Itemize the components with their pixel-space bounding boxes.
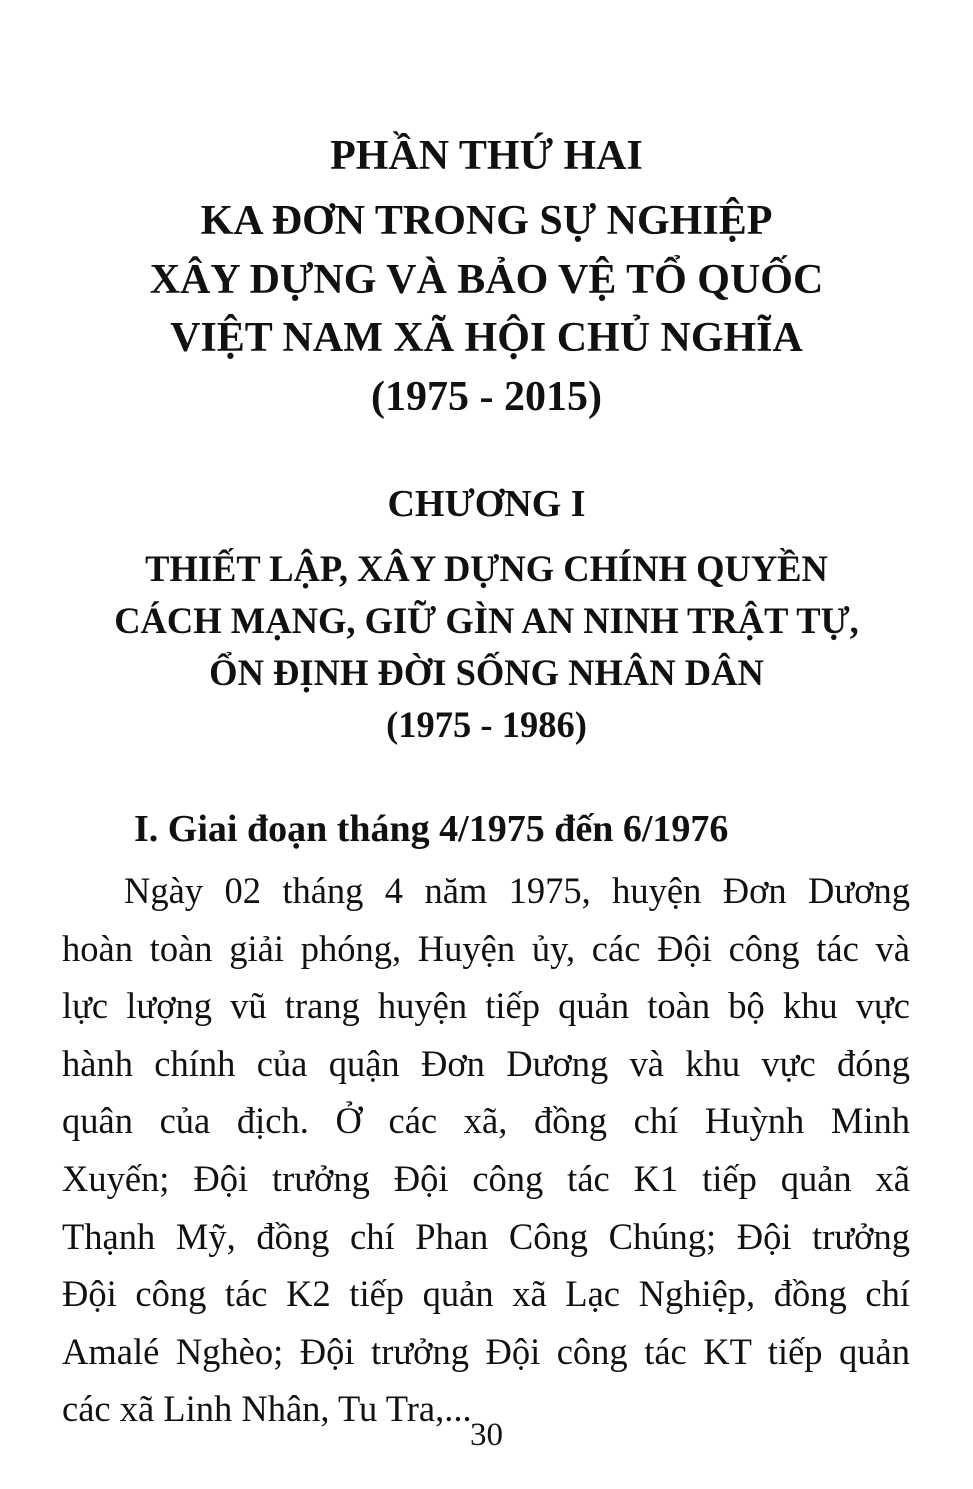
body-line: hành chính của quận Đơn Dương và khu vực đóng [62,1042,910,1084]
section-heading: I. Giai đoạn tháng 4/1975 đến 6/1976 [134,808,729,850]
chapter-title-line: THIẾT LẬP, XÂY DỰNG CHÍNH QUYỀN [145,548,828,589]
chapter-title [0,543,973,751]
body-line: Ngày 02 tháng 4 năm 1975, huyện Đơn Dương [124,870,910,911]
chapter-title-years: (1975 - 1986) [386,704,587,745]
book-title-years: (1975 - 2015) [371,373,602,420]
book-title-line: KA ĐƠN TRONG SỰ NGHIỆP [200,198,773,244]
body-line: các xã Linh Nhân, Tu Tra,... [62,1388,472,1430]
book-title [0,192,973,426]
body-line: Amalé Nghèo; Đội trưởng Đội công tác KT tiếp quản [62,1330,910,1372]
chapter-title-line: ỔN ĐỊNH ĐỜI SỐNG NHÂN DÂN [209,652,764,693]
body-line: lực lượng vũ trang huyện tiếp quản toàn bộ khu vực [62,985,910,1027]
body-line: quân của địch. Ở các xã, đồng chí Huỳnh Minh [62,1100,910,1142]
chapter-heading: CHƯƠNG I [387,483,586,525]
book-title-line: VIỆT NAM XÃ HỘI CHỦ NGHĨA [170,315,803,361]
body-line: Đội công tác K2 tiếp quản xã Lạc Nghiệp, đồng chí [62,1273,910,1315]
chapter-title-line: CÁCH MẠNG, GIỮ GÌN AN NINH TRẬT TỰ, [114,600,859,641]
part-heading: PHẦN THỨ HAI [330,133,643,179]
body-line: Thạnh Mỹ, đồng chí Phan Công Chúng; Đội trưởng [62,1215,910,1257]
body-line: Xuyến; Đội trưởng Đội công tác K1 tiếp quản xã [62,1157,910,1199]
book-title-line: XÂY DỰNG VÀ BẢO VỆ TỔ QUỐC [149,256,824,303]
body-paragraph [62,862,910,1438]
body-line: hoàn toàn giải phóng, Huyện ủy, các Đội công tác và [62,927,910,969]
page-number: 30 [470,1417,503,1453]
